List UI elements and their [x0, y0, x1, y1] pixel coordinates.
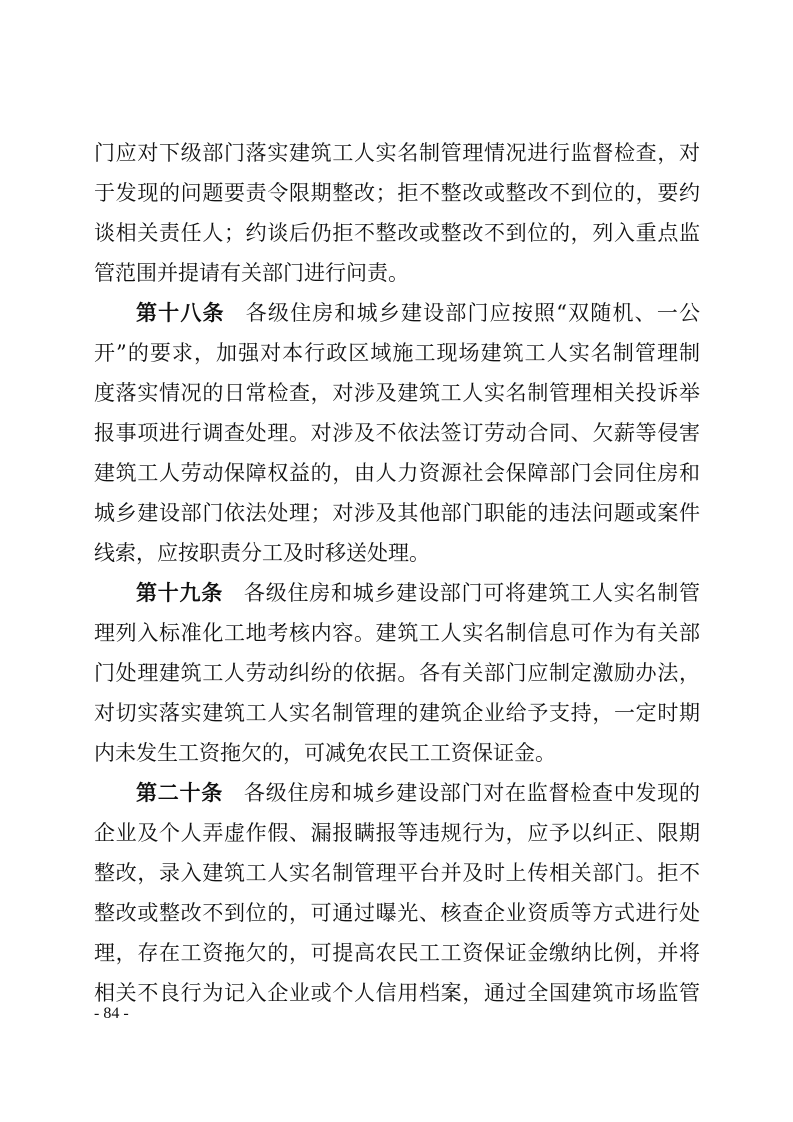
text-line: 门处理建筑工人劳动纠纷的依据。各有关部门应制定激励办法， [94, 661, 700, 685]
text-line: 度落实情况的日常检查，对涉及建筑工人实名制管理相关投诉举 [94, 381, 700, 405]
article-20-first-line [94, 773, 700, 813]
text-line: 理列入标准化工地考核内容。建筑工人实名制信息可作为有关部 [94, 621, 700, 645]
text-line: 企业及个人弄虚作假、漏报瞒报等违规行为，应予以纠正、限期 [94, 821, 700, 845]
text-line: 管范围并提请有关部门进行问责。 [94, 261, 409, 285]
article-number: 第十九条 [136, 580, 223, 605]
article-number: 第二十条 [136, 780, 223, 805]
article-text: 各级住房和城乡建设部门可将建筑工人实名制管 [244, 581, 700, 605]
body-text [94, 133, 700, 1013]
text-line: 相关不良行为记入企业或个人信用档案，通过全国建筑市场监管 [94, 981, 700, 1005]
page-number: - 84 - [94, 1005, 129, 1022]
text-line: 城乡建设部门依法处理；对涉及其他部门职能的违法问题或案件 [94, 501, 700, 525]
text-line: 理，存在工资拖欠的，可提高农民工工资保证金缴纳比例，并将 [94, 941, 700, 965]
text-line: 开”的要求，加强对本行政区域施工现场建筑工人实名制管理制 [94, 341, 700, 365]
text-line: 于发现的问题要责令限期整改；拒不整改或整改不到位的，要约 [94, 181, 700, 205]
article-text: 各级住房和城乡建设部门对在监督检查中发现的 [244, 781, 700, 805]
text-line: 整改或整改不到位的，可通过曝光、核查企业资质等方式进行处 [94, 901, 700, 925]
text-line: 整改，录入建筑工人实名制管理平台并及时上传相关部门。拒不 [94, 861, 700, 885]
text-line: 对切实落实建筑工人实名制管理的建筑企业给予支持，一定时期 [94, 701, 700, 725]
text-line: 线索，应按职责分工及时移送处理。 [94, 541, 430, 565]
article-18-first-line [94, 293, 700, 333]
article-number: 第十八条 [136, 300, 225, 325]
text-line: 谈相关责任人；约谈后仍拒不整改或整改不到位的，列入重点监 [94, 221, 700, 245]
text-line: 门应对下级部门落实建筑工人实名制管理情况进行监督检查，对 [94, 141, 700, 165]
text-line: 内未发生工资拖欠的，可减免农民工工资保证金。 [94, 741, 556, 765]
article-text: 各级住房和城乡建设部门应按照“双随机、一公 [245, 301, 700, 325]
text-line: 报事项进行调查处理。对涉及不依法签订劳动合同、欠薪等侵害 [94, 421, 700, 445]
article-19-first-line [94, 573, 700, 613]
text-line: 建筑工人劳动保障权益的，由人力资源社会保障部门会同住房和 [94, 461, 700, 485]
